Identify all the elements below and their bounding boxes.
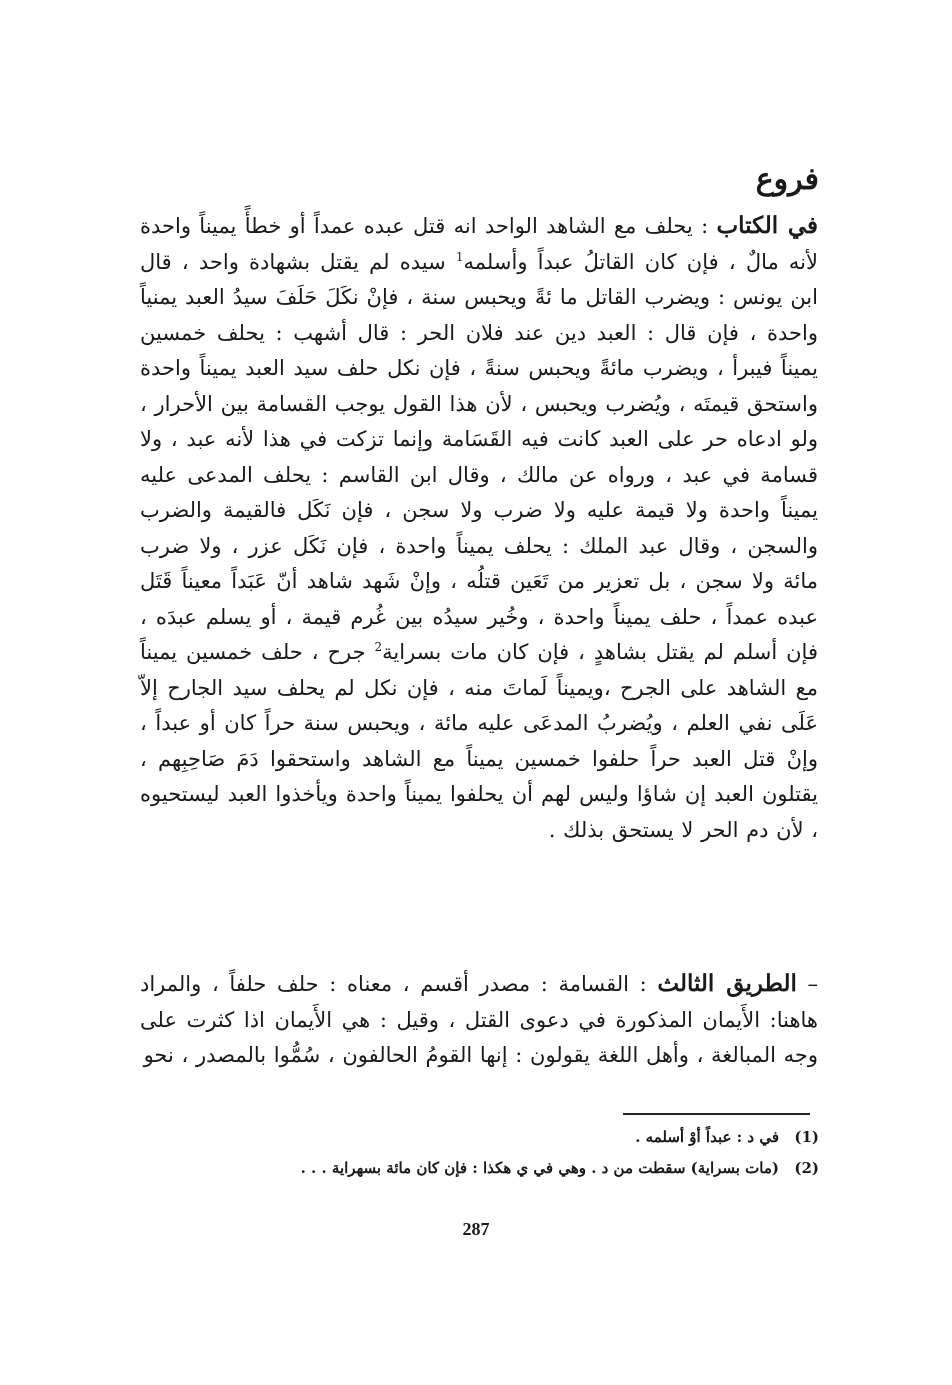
paragraph-2-dash: – <box>796 972 818 996</box>
paragraph-1 <box>140 208 818 848</box>
footnote-1 <box>635 1127 819 1147</box>
footnote-2-text: (مات بسراية) سقطت من د . وهي في ي هكذا : فإن كان مائة بسهراية . . . <box>300 1159 779 1177</box>
footnote-1-number: (1) <box>794 1128 819 1146</box>
footnote-divider <box>623 1113 810 1115</box>
paragraph-2-lead: الطريق الثالث <box>657 970 797 997</box>
paragraph-2 <box>140 966 818 1074</box>
footnote-2 <box>301 1158 819 1178</box>
paragraph-1-text-b: سيده لم يقتل بشهادة واحد ، قال ابن يونس : ويضرب القاتل ما ئةً ويحبس سنة ، فإنْ نكَلَ حَلَفَ سيدُ العبد يمنياً واحدة ، فإن قال : العبد دين عند فلان الحر : قال أشهب : يحلف خمسين يميناً فيبرأ ، ويضرب مائةً ويحبس سنةً ، فإن نكل حلف سيد العبد يميناً واحدة واستحق قيمتَه ، ويُضرب ويحبس ، لأن هذا القول يوجب القسامة بين الأحرار ، ولو ادعاه حر على العبد كانت فيه القَسَامة وإنما تزكت في هذا لأنه عبد ، ولا قسامة في عبد ، ورواه عن مالك ، وقال ابن القاسم : يحلف المدعى عليه يميناً واحدة ولا قيمة عليه ولا ضرب ولا سجن ، فإن نَكَل فالقيمة والضرب والسجن ، وقال عبد الملك : يحلف يميناً واحدة ، فإن نَكَل عزر ، ولا ضرب مائة ولا سجن ، بل تعزير من تَعَين قتلُه ، وإنْ شَهد شاهد أنّ عَبَداً معيناً قَتَل عبده عمداً ، حلف يميناً واحدة ، وخُير سيدُه بين غُرم قيمة ، أو يسلم عبدَه ، فإن أسلم لم يقتل بشاهدٍ ، فإن كان مات بسراية <box>140 249 819 664</box>
footnote-1-text: في د : عبداً أوْ أسلمه . <box>635 1128 779 1146</box>
section-heading: فروع <box>755 162 819 197</box>
paragraph-1-lead: في الكتاب <box>716 212 819 239</box>
footnote-2-number: (2) <box>794 1159 819 1177</box>
footnote-marker-2: 2 <box>374 640 383 654</box>
page-number: 287 <box>462 1219 490 1239</box>
paragraph-1-text-a: : يحلف مع الشاهد الواحد انه قتل عبده عمداً أو خطأً يميناً واحدة لأنه مالٌ ، فإن كان القاتلُ عبداً وأسلمه <box>140 214 818 274</box>
paragraph-1-text-c: جرح ، حلف خمسين يميناً مع الشاهد على الجرح ،ويميناً لَماتَ منه ، فإن نكل لم يحلف سيد الجارح إلاّ عَلَى نفي العلم ، ويُضربُ المدعَى عليه مائة ، ويحبس سنة حراً كان أو عبداً ، وإنْ قتل العبد حراً حلفوا خمسين يميناً مع الشاهد واستحقوا دَمَ صَاحِبِهم ، يقتلون العبد إن شاؤا وليس لهم أن يحلفوا يميناً واحدة ويأخذوا العبد ليستحيوه ، لأن دم الحر لا يستحق بذلك . <box>140 640 818 842</box>
paragraph-2-text: : القسامة : مصدر أقسم ، معناه : حلف حلفاً ، والمراد هاهنا: الأَيمان المذكورة في دعوى القتل ، وقيل : هي الأَيمان اذا كثرت على وجه المبالغة ، وأهل اللغة يقولون : إنها القومُ الحالفون ، سُمُّوا بالمصدر ، نحو <box>140 972 818 1067</box>
footnote-marker-1: 1 <box>455 249 464 264</box>
